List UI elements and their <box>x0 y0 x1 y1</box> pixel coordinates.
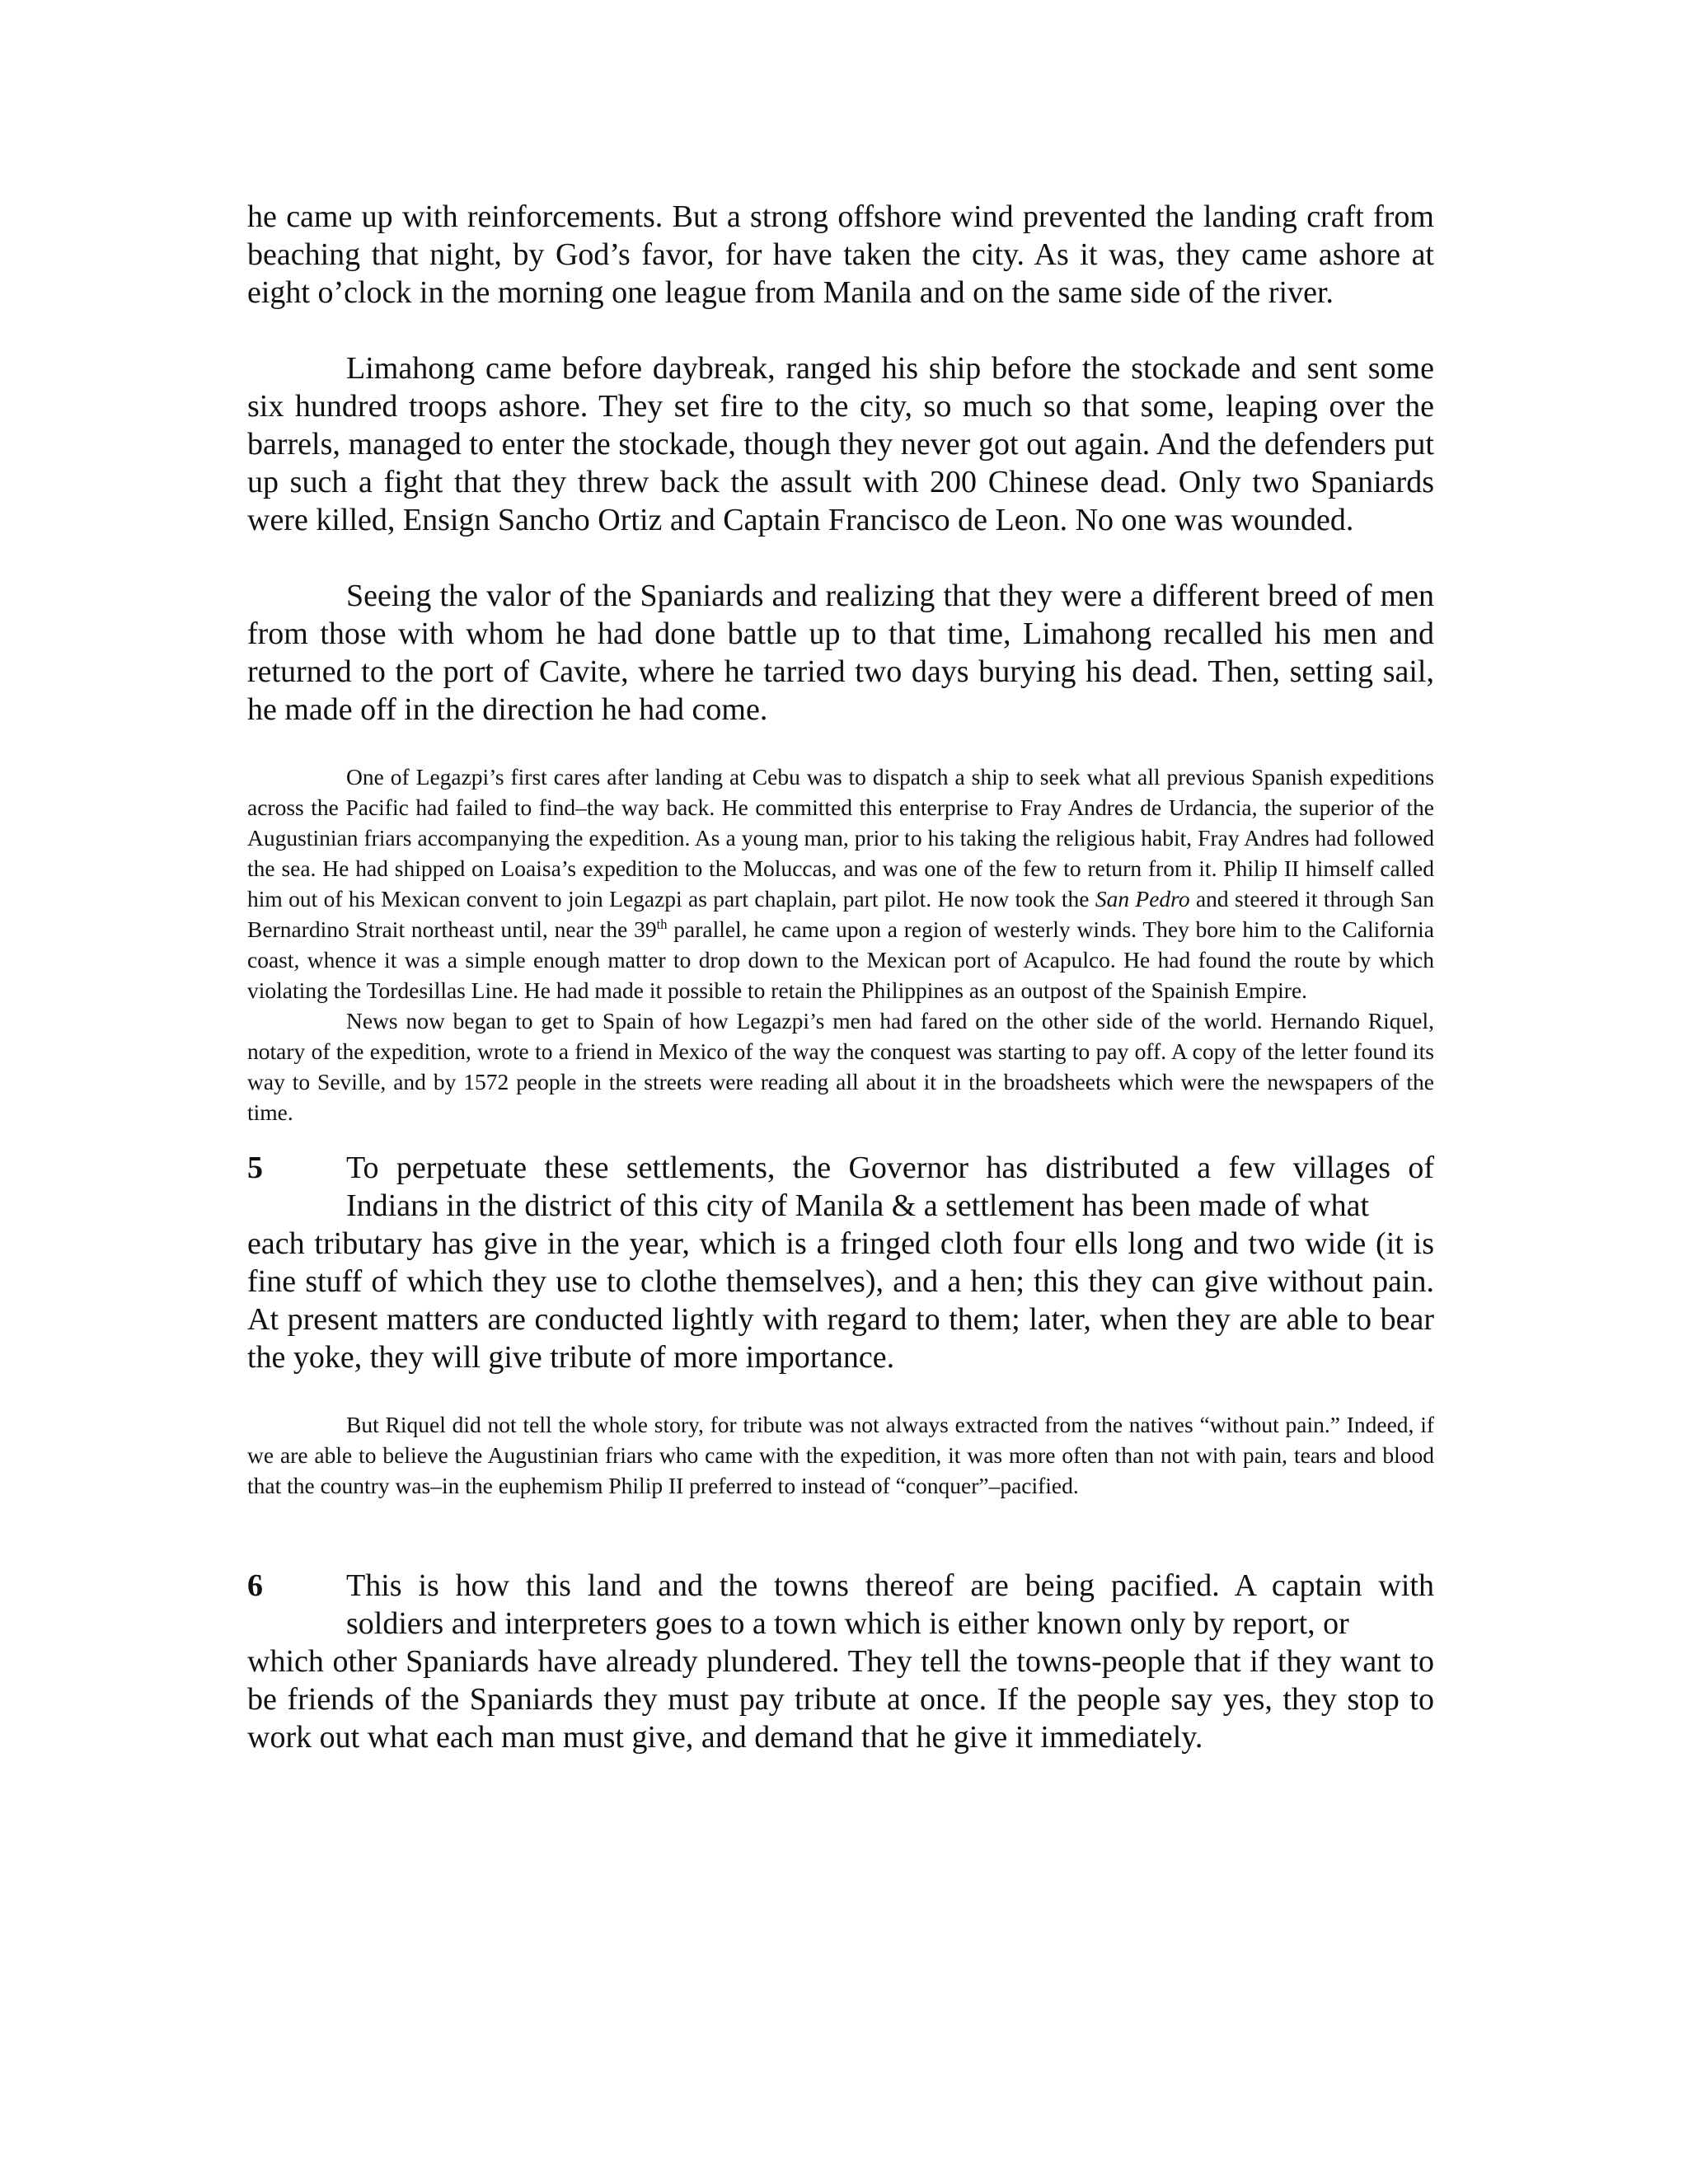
ordinal-suffix: th <box>656 916 668 932</box>
commentary-urdaneta <box>247 762 1434 1005</box>
paragraph-limahong-attack: Limahong came before daybreak, ranged his ship before the stockade and sent some six hundred troops ashore. They set fire to the city, so much so that some, leaping over the barrels, managed to enter the stockade, though they never got out again. And the defenders put up such a fight that they threw back the assult with 200 Chinese dead. Only two Spaniards were killed, Ensign Sancho Ortiz and Captain Francisco de Leon. No one was wounded. <box>247 351 1434 537</box>
commentary-riquel-letter: News now began to get to Spain of how Legazpi’s men had fared on the other side of the world. Hernando Riquel, notary of the expedition, wrote to a friend in Mexico of the way the conquest was starting to pay off. A copy of the letter found its way to Seville, and by 1572 people in the streets were reading all about it in the broadsheets which were the newspapers of the time. <box>247 1008 1434 1125</box>
section-6 <box>247 1567 1434 1756</box>
section-number: 5 <box>247 1151 263 1185</box>
paragraph-reinforcements: he came up with reinforcements. But a strong offshore wind prevented the landing craft from beaching that night, by God’s favor, for have taken the city. As it was, they came ashore at eight o’clock in the morning one league from Manila and on the same side of the river. <box>247 199 1434 310</box>
commentary-text-c: parallel, he came upon a region of westerly winds. They bore him to the California coast, whence it was a simple enough matter to drop down to the Mexican port of Acapulco. He had found the route by which violating the Tordesillas Line. He had made it possible to retain the Philippines as an outpost of the Spainish Empire. <box>247 916 1434 1003</box>
section-5-line-2: Indians in the district of this city of Manila & a settlement has been made of what <box>346 1188 1370 1223</box>
section-6-line-1: This is how this land and the towns thereof are being pacified. A captain with <box>346 1568 1434 1603</box>
section-number: 6 <box>247 1568 263 1603</box>
section-6-line-2: soldiers and interpreters goes to a town which is either known only by report, or <box>346 1606 1349 1641</box>
ship-name: San Pedro <box>1095 886 1190 912</box>
section-5-line-1: To perpetuate these settlements, the Governor has distributed a few villages of <box>346 1151 1434 1185</box>
section-6-body: which other Spaniards have already plundered. They tell the towns-people that if they want to be friends of the Spaniards they must pay tribute at once. If the people say yes, they stop to work out what each man must give, and demand that he give it immediately. <box>247 1644 1434 1755</box>
section-5-body: each tributary has give in the year, which is a fringed cloth four ells long and two wide (it is fine stuff of which they use to clothe themselves), and a hen; this they can give without pain. At present matters are conducted lightly with regard to them; later, when they are able to bear the yoke, they will give tribute of more importance. <box>247 1226 1434 1375</box>
commentary-text-a: One of Legazpi’s first cares after landing at Cebu was to dispatch a ship to seek what all previous Spanish expeditions across the Pacific had failed to find–the way back. He committed this enterprise to Fray Andres de Urdancia, the superior of the Augustinian friars accompanying the expedition. As a young man, prior to his taking the religious habit, Fray Andres had followed the sea. He had shipped on Loaisa’s expedition to the Moluccas, and was one of the few to return from it. Philip II himself called him out of his Mexican convent to join Legazpi as part chaplain, part pilot. He now took the <box>247 764 1434 912</box>
document-page <box>247 198 1434 1756</box>
commentary-tribute: But Riquel did not tell the whole story, for tribute was not always extracted from the natives “without pain.” Indeed, if we are able to believe the Augustinian friars who came with the expedition, it was more often than not with pain, tears and blood that the country was–in the euphemism Philip II preferred to instead of “conquer”–pacified. <box>247 1412 1434 1498</box>
section-5 <box>247 1149 1434 1376</box>
paragraph-limahong-retreat: Seeing the valor of the Spaniards and realizing that they were a different breed of men from those with whom he had done battle up to that time, Limahong recalled his men and returned to the port of Cavite, where he tarried two days burying his dead. Then, setting sail, he made off in the direction he had come. <box>247 579 1434 727</box>
commentary-text-b: and steered it through San Bernardino Strait northeast until, near the 39 <box>247 886 1435 942</box>
